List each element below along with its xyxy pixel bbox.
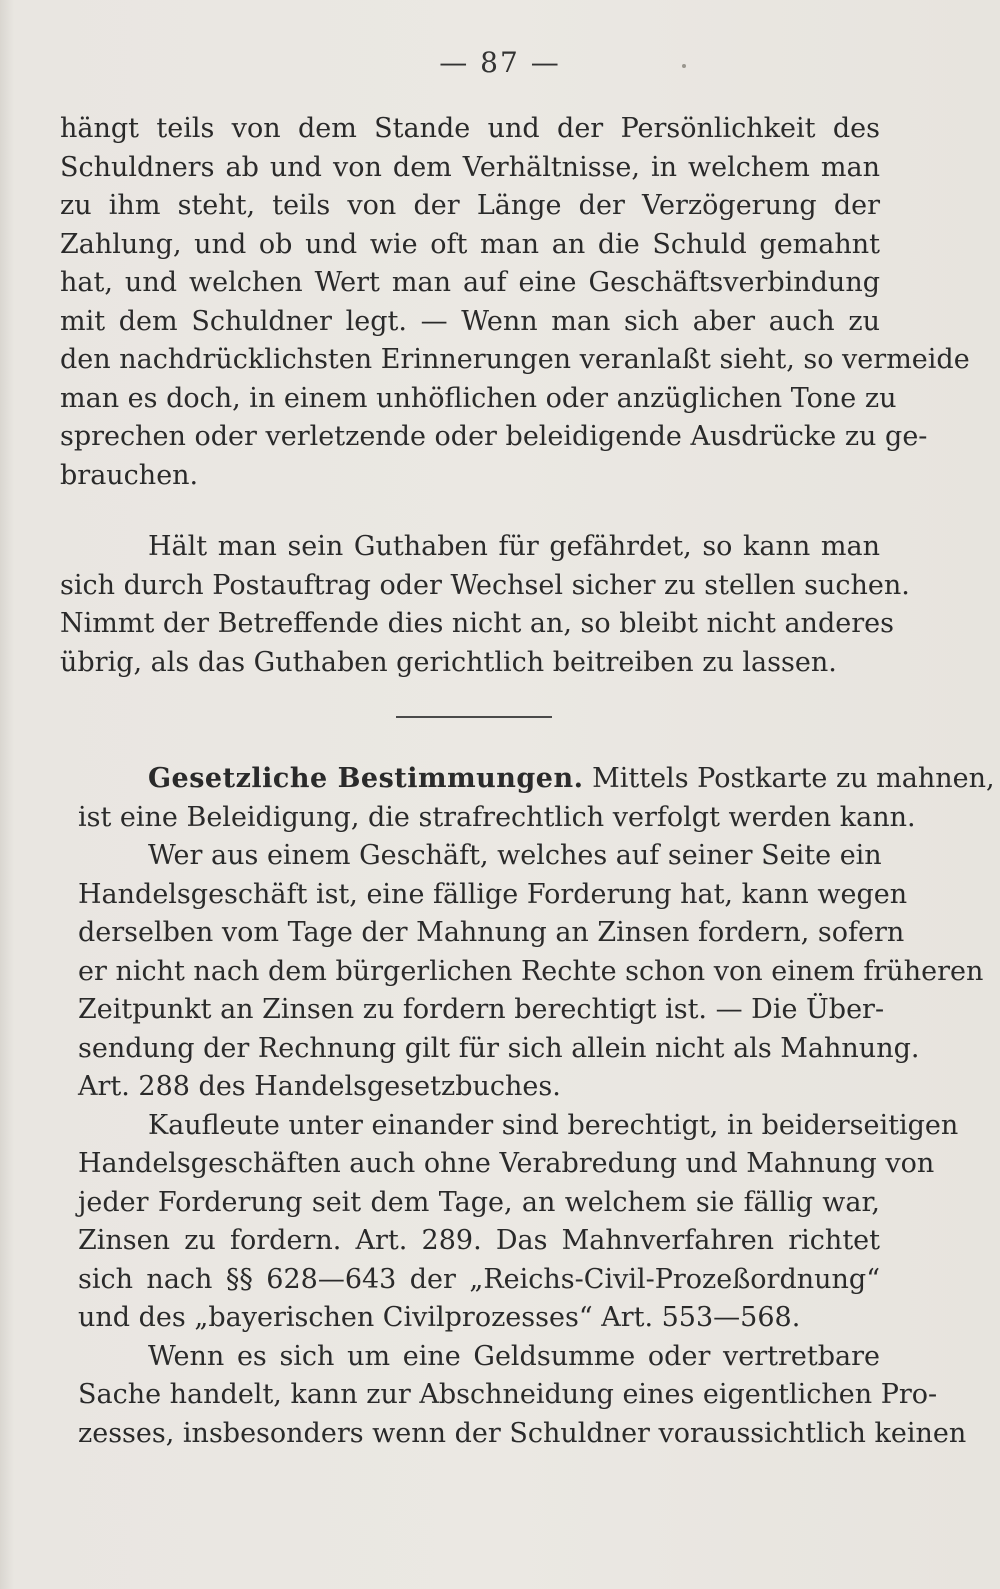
text-line: sich durch Postauftrag oder Wechsel sicher zu stellen suchen. [60,569,910,601]
text-line: Wer aus einem Geschäft, welches auf seiner Seite ein [148,840,882,871]
text-line: Schuldners ab und von dem Verhältnisse, in welchem man [60,151,880,183]
text-line: und des „bayerischen Civilprozesses“ Art. 553—568. [78,1302,801,1333]
text-line: sprechen oder verletzende oder beleidigende Ausdrücke zu ge- [60,421,928,452]
section-divider [396,716,552,718]
text-line: Sache handelt, kann zur Abschneidung eines eigentlichen Pro- [78,1379,938,1410]
text-line: zu ihm steht, teils von der Länge der Verzögerung der [60,190,880,221]
text-line: derselben vom Tage der Mahnung an Zinsen fordern, sofern [78,917,905,948]
paragraph-endangered-credit [60,528,910,682]
text-line: jeder Forderung seit dem Tage, an welchem sie fällig war, [78,1186,880,1218]
heading-continuation: Mittels Postkarte zu mahnen, [592,763,995,794]
text-line: Nimmt der Betreffende dies nicht an, so bleibt nicht anderes [60,608,894,639]
text-line: Handelsgeschäft ist, eine fällige Forderung hat, kann wegen [78,878,908,910]
text-line: sendung der Rechnung gilt für sich allein nicht als Mahnung. [78,1032,920,1064]
text-line: hat, und welchen Wert man auf eine Geschäftsverbindung [60,267,880,298]
section-heading: Gesetzliche Bestimmungen. [148,763,584,794]
text-line: mit dem Schuldner legt. — Wenn man sich aber auch zu [60,305,880,337]
text-line: Zahlung, und ob und wie oft man an die Schuld gemahnt [60,228,880,260]
section-legal-provisions [60,760,995,1453]
text-line: übrig, als das Guthaben gerichtlich beitreiben zu lassen. [60,646,837,678]
text-line: sich nach §§ 628—643 der „Reichs-Civil-Prozeßordnung“ [78,1263,880,1295]
text-line: brauchen. [60,459,199,491]
text-line: Wenn es sich um eine Geldsumme oder vertretbare [148,1340,880,1372]
text-line: Hält man sein Guthaben für gefährdet, so kann man [148,531,880,562]
text-line: Kaufleute unter einander sind berechtigt, in beiderseitigen [148,1109,959,1141]
text-line: den nachdrücklichsten Erinnerungen veranlaßt sieht, so vermeide [60,344,970,375]
text-line: zesses, insbesonders wenn der Schuldner voraussichtlich keinen [78,1417,967,1449]
page-number: — 87 — [439,46,561,79]
text-line: Handelsgeschäften auch ohne Verabredung und Mahnung von [78,1148,935,1179]
paragraph-debtor-relationship [60,110,970,495]
heading-line [60,760,995,799]
text-line: man es doch, in einem unhöflichen oder anzüglichen Tone zu [60,382,897,414]
text-line: er nicht nach dem bürgerlichen Rechte schon von einem früheren [78,955,984,987]
text-line: hängt teils von dem Stande und der Persönlichkeit des [60,113,880,144]
text-line: ist eine Beleidigung, die strafrechtlich verfolgt werden kann. [78,801,916,833]
text-line: Art. 288 des Handelsgesetzbuches. [78,1071,561,1102]
text-line: Zinsen zu fordern. Art. 289. Das Mahnverfahren richtet [78,1225,880,1256]
text-line: Zeitpunkt an Zinsen zu fordern berechtigt ist. — Die Über- [78,994,885,1025]
